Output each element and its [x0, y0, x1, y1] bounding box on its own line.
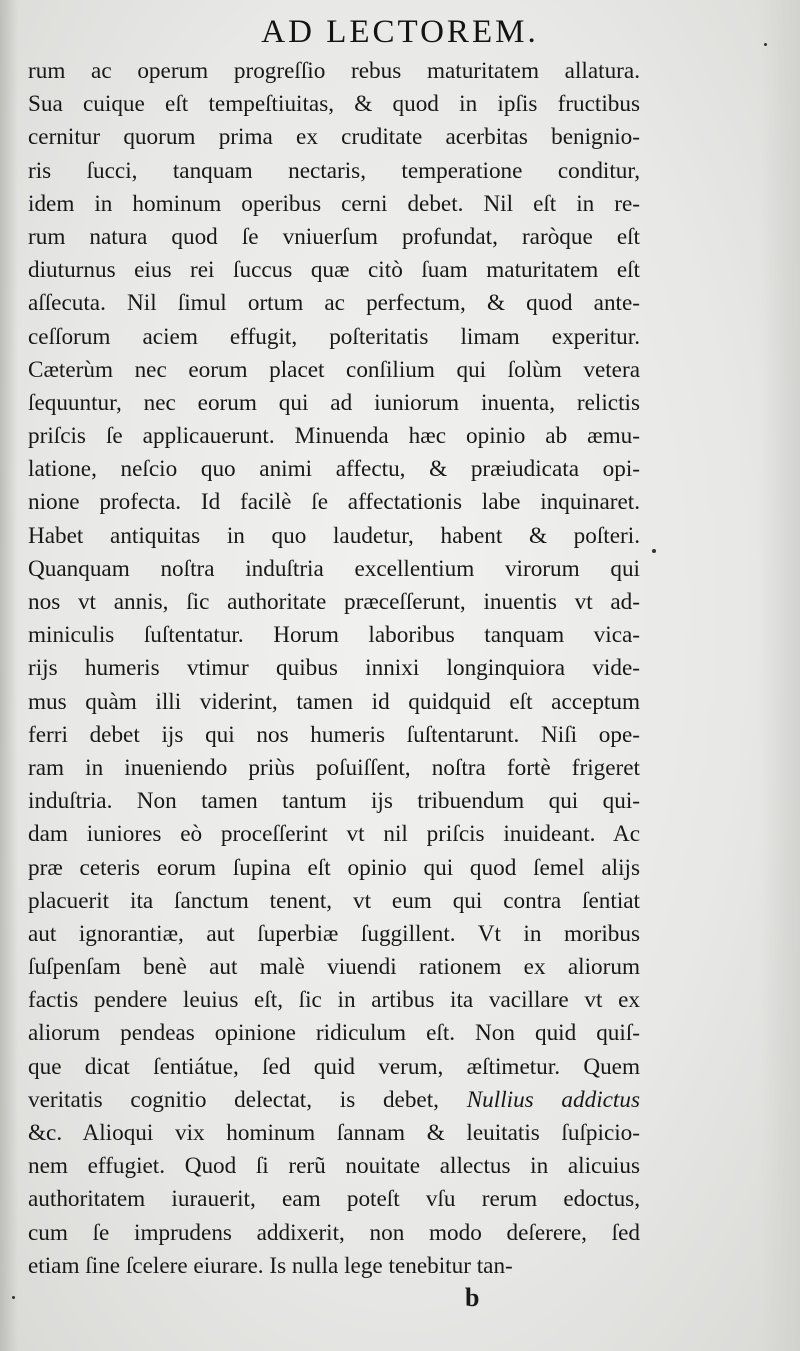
text-line: factis pendere leuius eſt, ſic in artibus ita vacillare vt ex [28, 987, 640, 1014]
text-line: latione, neſcio quo animi affectu, & præiudicata opi- [28, 456, 640, 483]
page-header-title: AD LECTOREM. [261, 14, 539, 50]
text-line: idem in hominum operibus cerni debet. Nil eſt in re- [28, 190, 640, 217]
text-line: miniculis ſuſtentatur. Horum laboribus tanquam vica- [28, 622, 640, 649]
ink-speck [12, 1296, 15, 1299]
text-line: ſuſpenſam benè aut malè viuendi rationem ex aliorum [28, 954, 640, 981]
italic-phrase: Nullius addictus [466, 1086, 640, 1113]
text-line: Habet antiquitas in quo laudetur, habent & poſteri. [28, 522, 640, 549]
text-line: aſſecuta. Nil ſimul ortum ac perfectum, & quod ante- [28, 290, 640, 317]
text-line: aliorum pendeas opinione ridiculum eſt. Non quid quiſ- [28, 1020, 640, 1047]
text-line: rum ac operum progreſſio rebus maturitatem allatura. [28, 58, 640, 84]
text-line: ram in inueniendo priùs poſuiſſent, noſtra fortè frigeret [28, 754, 640, 781]
text-line-start: veritatis cognitio delectat, is debet, [28, 1086, 439, 1113]
ink-speck [652, 549, 656, 553]
text-line: nos vt annis, ſic authoritate præceſſerunt, inuentis vt ad- [28, 589, 640, 615]
body-text [28, 55, 640, 1283]
text-line: cernitur quorum prima ex cruditate acerbitas benignio- [28, 124, 640, 151]
text-line: Sua cuique eſt tempeſtiuitas, & quod in ipſis fructibus [28, 91, 640, 118]
text-line: placuerit ita ſanctum tenent, vt eum qui contra ſentiat [28, 887, 640, 914]
text-line: rijs humeris vtimur quibus innixi longinquiora vide- [28, 655, 640, 682]
text-line: ferri debet ijs qui nos humeris ſuſtentarunt. Niſi ope- [28, 721, 640, 748]
text-line: præ ceteris eorum ſupina eſt opinio qui quod ſemel alijs [28, 854, 640, 881]
text-line: ris ſucci, tanquam nectaris, temperatione conditur, [28, 157, 640, 184]
text-line: Cæterùm nec eorum placet conſilium qui ſolùm vetera [28, 356, 640, 383]
text-line: ceſſorum aciem effugit, poſteritatis limam experitur. [28, 323, 640, 350]
text-line: dam iuniores eò proceſſerint vt nil priſcis inuideant. Ac [28, 821, 640, 848]
text-line: diuturnus eius rei ſuccus quæ citò ſuam maturitatem eſt [28, 257, 640, 284]
text-line: priſcis ſe applicauerunt. Minuenda hæc opinio ab æmu- [28, 423, 640, 450]
text-line: induſtria. Non tamen tantum ijs tribuendum qui qui- [28, 788, 640, 815]
text-line: etiam ſine ſcelere eiurare. Is nulla lege tenebitur tan- [28, 1252, 513, 1279]
text-line-with-italic [28, 1084, 640, 1117]
text-line: mus quàm illi viderint, tamen id quidquid eſt acceptum [28, 688, 640, 715]
page-right-edge [760, 0, 800, 1351]
text-line: cum ſe imprudens addixerit, non modo deſerere, ſed [28, 1219, 640, 1246]
text-line: authoritatem iurauerit, eam poteſt vſu rerum edoctus, [28, 1186, 640, 1213]
text-line: Quanquam noſtra induſtria excellentium virorum qui [28, 555, 640, 582]
text-line: que dicat ſentiátue, ſed quid verum, æſtimetur. Quem [28, 1053, 640, 1080]
text-line: aut ignorantiæ, aut ſuperbiæ ſuggillent. Vt in moribus [28, 920, 640, 947]
ink-speck [764, 43, 767, 46]
page-left-edge [0, 0, 18, 1351]
text-line: rum natura quod ſe vniuerſum profundat, raròque eſt [28, 223, 640, 250]
text-line: ſequuntur, nec eorum qui ad iuniorum inuenta, relictis [28, 389, 640, 416]
text-line: nem effugiet. Quod ſi rerũ nouitate allectus in alicuius [28, 1153, 640, 1180]
signature-mark: b [465, 1283, 480, 1312]
text-line: nione profecta. Id facilè ſe affectationis labe inquinaret. [28, 489, 640, 516]
text-line: &c. Alioqui vix hominum ſannam & leuitatis ſuſpicio- [28, 1120, 640, 1146]
